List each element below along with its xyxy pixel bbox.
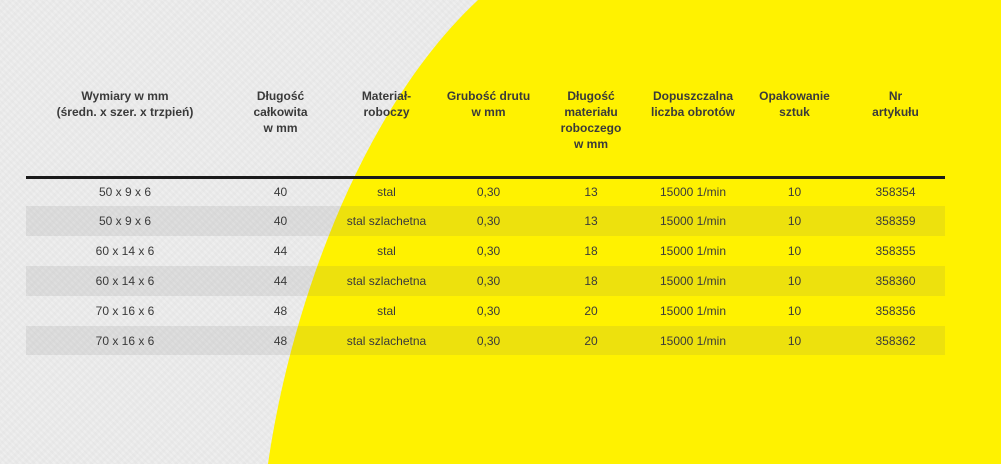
cell-wire-thickness: 0,30 [476, 244, 501, 258]
cell-total-length: 40 [225, 206, 336, 236]
cell-material: stal szlachetna [336, 266, 437, 296]
cell-total-length: 40 [273, 185, 288, 199]
cell-article-no: 358355 [875, 244, 916, 258]
cell-wire-thickness: 0,30 [476, 185, 501, 199]
cell-pack-qty: 10 [744, 266, 845, 296]
table-row [26, 266, 945, 296]
cell-dimensions: 60 x 14 x 6 [26, 266, 225, 296]
cell-article-no: 358359 [845, 206, 945, 236]
table-row [26, 178, 945, 207]
cell-material: stal szlachetna [336, 326, 437, 355]
cell-working-length: 13 [540, 206, 642, 236]
cell-total-length: 48 [273, 304, 288, 318]
cell-article-no: 358356 [875, 304, 916, 318]
cell-total-length: 44 [273, 244, 288, 258]
cell-article-no: 358354 [875, 185, 916, 199]
cell-total-length: 44 [225, 266, 336, 296]
table-row [26, 326, 945, 355]
header-material: Materiał- roboczy [336, 88, 437, 178]
cell-working-length: 18 [584, 244, 598, 258]
table-row [26, 206, 945, 236]
cell-working-length: 13 [584, 185, 598, 199]
cell-wire-thickness: 0,30 [437, 326, 540, 355]
cell-material: stal szlachetna [336, 206, 437, 236]
header-wire-thickness: Grubość drutu w mm [437, 88, 540, 178]
cell-wire-thickness: 0,30 [437, 206, 540, 236]
cell-working-length: 20 [584, 304, 598, 318]
cell-working-length: 20 [540, 326, 642, 355]
cell-max-rpm: 15000 1/min [642, 266, 744, 296]
cell-max-rpm: 15000 1/min [659, 304, 727, 318]
header-dimensions: Wymiary w mm (średn. x szer. x trzpień) [26, 88, 225, 178]
header-article-no: Nr artykułu [845, 88, 945, 178]
cell-max-rpm: 15000 1/min [642, 206, 744, 236]
cell-max-rpm: 15000 1/min [642, 326, 744, 355]
cell-working-length: 18 [540, 266, 642, 296]
cell-material: stal [377, 304, 396, 318]
cell-pack-qty: 10 [787, 304, 802, 318]
cell-total-length: 48 [225, 326, 336, 355]
cell-wire-thickness: 0,30 [437, 266, 540, 296]
cell-pack-qty: 10 [744, 326, 845, 355]
cell-dimensions: 50 x 9 x 6 [98, 185, 152, 199]
cell-material: stal [377, 185, 396, 199]
cell-dimensions: 50 x 9 x 6 [26, 206, 225, 236]
cell-dimensions: 70 x 16 x 6 [26, 326, 225, 355]
product-table [26, 88, 945, 355]
cell-max-rpm: 15000 1/min [659, 185, 727, 199]
cell-dimensions: 60 x 14 x 6 [95, 244, 155, 258]
table-row [26, 296, 945, 326]
cell-pack-qty: 10 [787, 244, 802, 258]
cell-article-no: 358362 [845, 326, 945, 355]
header-total-length: Długość całkowita w mm [225, 88, 336, 178]
cell-pack-qty: 10 [787, 185, 802, 199]
cell-max-rpm: 15000 1/min [659, 244, 727, 258]
table-row [26, 236, 945, 266]
cell-material: stal [377, 244, 396, 258]
cell-wire-thickness: 0,30 [476, 304, 501, 318]
header-max-rpm: Dopuszczalna liczba obrotów [642, 88, 744, 178]
cell-pack-qty: 10 [744, 206, 845, 236]
table-header-row [26, 88, 945, 178]
cell-article-no: 358360 [845, 266, 945, 296]
header-working-length: Długość materiału roboczego w mm [540, 88, 642, 178]
header-pack-qty: Opakowanie sztuk [744, 88, 845, 178]
cell-dimensions: 70 x 16 x 6 [95, 304, 155, 318]
